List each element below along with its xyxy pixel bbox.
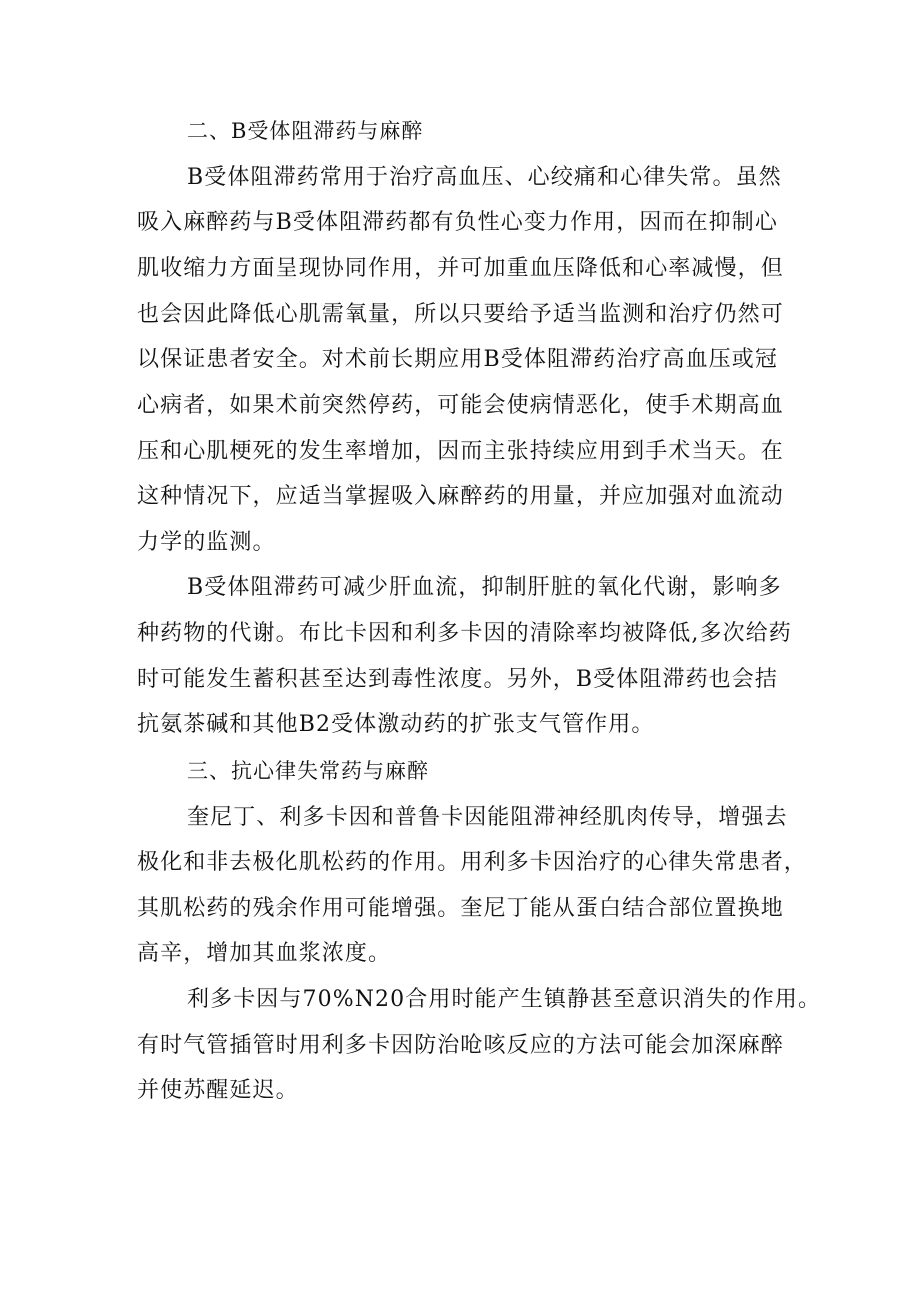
paragraph-line: 时可能发生蓄积甚至达到毒性浓度。另外，B受体阻滞药也会拮 (137, 667, 778, 692)
paragraph-line: 利多卡因与70%N20合用时能产生镇静甚至意识消失的作用。 (187, 987, 822, 1012)
paragraph-line: B受体阻滞药常用于治疗高血压、心绞痛和心律失常。虽然 (187, 165, 782, 190)
paragraph-line: 抗氨茶碱和其他B2受体激动药的扩张支气管作用。 (137, 712, 655, 737)
paragraph-line: 有时气管插管时用利多卡因防治呛咳反应的方法可能会加深麻醉 (137, 1033, 784, 1058)
paragraph-line: 种药物的代谢。布比卡因和利多卡因的清除率均被降低,多次给药 (137, 621, 792, 646)
paragraph-line: 这种情况下，应适当掌握吸入麻醉药的用量，并应加强对血流动 (137, 484, 784, 509)
paragraph-line: 其肌松药的残余作用可能增强。奎尼丁能从蛋白结合部位置换地 (137, 896, 784, 921)
paragraph-line: 并使苏醒延迟。 (137, 1078, 299, 1103)
paragraph-line: 心病者，如果术前突然停药，可能会使病情恶化，使手术期高血 (137, 393, 784, 418)
paragraph-line: 以保证患者安全。对术前长期应用B受体阻滞药治疗高血压或冠 (137, 347, 778, 372)
paragraph-line: 奎尼丁、利多卡因和普鲁卡因能阻滞神经肌肉传导，增强去 (187, 805, 788, 830)
paragraph-line: 力学的监测。 (137, 530, 276, 555)
paragraph-line: 也会因此降低心肌需氧量，所以只要给予适当监测和治疗仍然可 (137, 302, 784, 327)
section-heading: 二、B受体阻滞药与麻醉 (187, 119, 424, 143)
paragraph-line: 肌收缩力方面呈现协同作用，并可加重血压降低和心率减慢，但 (137, 256, 784, 281)
paragraph-line: B受体阻滞药可减少肝血流，抑制肝脏的氧化代谢，影响多 (187, 575, 782, 600)
paragraph-line: 极化和非去极化肌松药的作用。用利多卡因治疗的心律失常患者， (137, 850, 807, 875)
section-heading: 三、抗心律失常药与麻醉 (187, 759, 429, 783)
paragraph-line: 吸入麻醉药与B受体阻滞药都有负性心变力作用，因而在抑制心 (137, 210, 778, 235)
paragraph-line: 高辛，增加其血浆浓度。 (137, 941, 392, 966)
paragraph-line: 压和心肌梗死的发生率增加，因而主张持续应用到手术当天。在 (137, 439, 784, 464)
